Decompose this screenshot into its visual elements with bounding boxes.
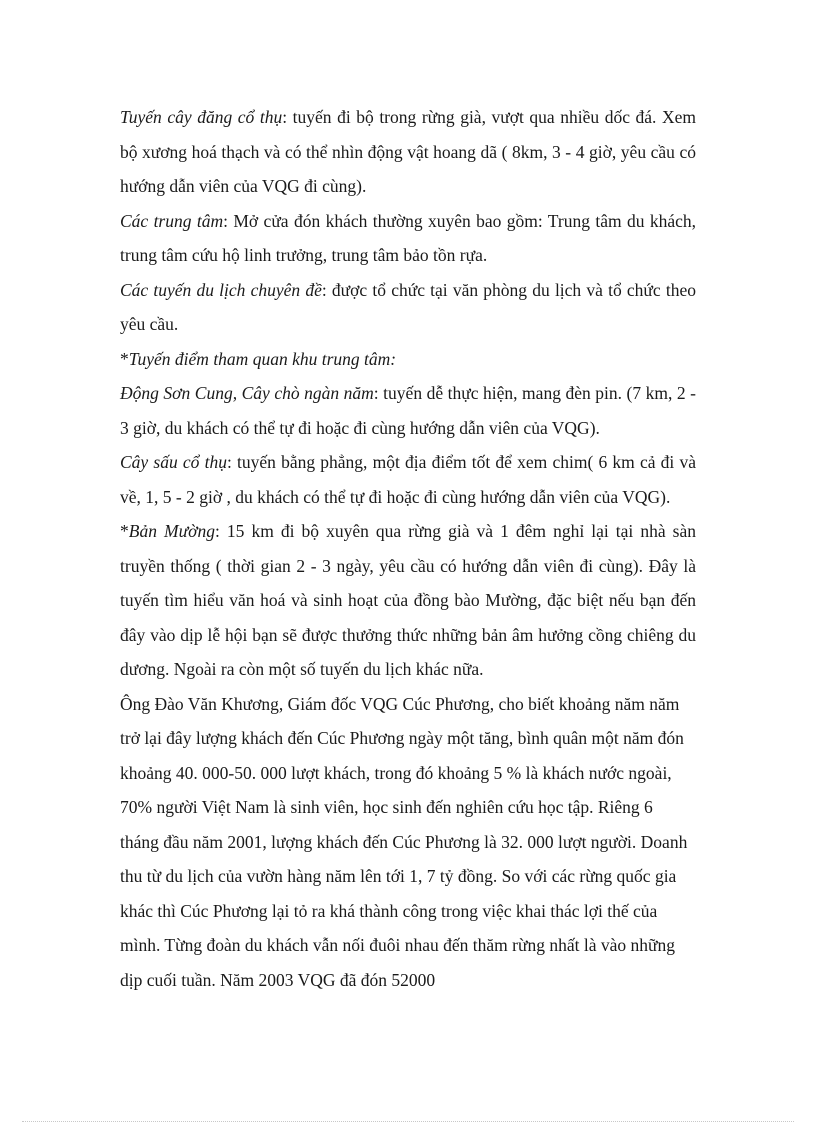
paragraph-term: Các tuyến du lịch chuyên đề: [120, 279, 322, 300]
paragraph-term: Động Sơn Cung, Cây chò ngàn năm: [120, 383, 374, 403]
paragraph-term: Các trung tâm: [120, 210, 224, 231]
paragraph-tuyen-cay-dang: [120, 100, 696, 204]
paragraph-text: : được tổ chức tại văn phòng du lịch và tổ chức theo yêu cầu.: [120, 279, 696, 334]
paragraph-text: : Mở cửa đón khách thường xuyên bao gồm: Trung tâm du khách, trung tâm cứu hộ linh trưởng, trung tâm bảo tồn rựa.: [120, 210, 696, 265]
paragraph-text: : tuyến dễ thực hiện, mang đèn pin. (7 km, 2 - 3 giờ, du khách có thể tự đi hoặc đi cùng hướng dẫn viên của VQG).: [120, 383, 697, 438]
paragraph-text: : tuyến bằng phẳng, một địa điểm tốt để xem chim( 6 km cả đi và về, 1, 5 - 2 giờ , du khách có thể tự đi hoặc đi cùng hướng dẫn viên của VQG).: [120, 452, 696, 507]
bullet-asterisk: *: [120, 348, 129, 369]
paragraph-text: : tuyến đi bộ trong rừng già, vượt qua nhiều dốc đá. Xem bộ xương hoá thạch và có thể nhìn động vật hoang dã ( 8km, 3 - 4 giờ, yêu cầu có hướng dẫn viên của VQG đi cùng).: [120, 107, 696, 196]
page-bottom-border: [22, 1121, 794, 1122]
paragraph-text: Ông Đào Văn Khương, Giám đốc VQG Cúc Phương, cho biết khoảng năm năm trở lại đây lượng khách đến Cúc Phương ngày một tăng, bình quân một năm đón khoảng 40. 000-50. 000 lượt khách, trong đó khoảng 5 % là khách nước ngoài, 70% người Việt Nam là sinh viên, học sinh đến nghiên cứu học tập. Riêng 6 tháng đầu năm 2001, lượng khách đến Cúc Phương là 32. 000 lượt người. Doanh thu từ du lịch của vườn hàng năm lên tới 1, 7 tỷ đồng. So với các rừng quốc gia khác thì Cúc Phương lại tỏ ra khá thành công trong việc khai thác lợi thế của mình. Từng đoàn du khách vẫn nối đuôi nhau đến thăm rừng nhất là vào những dịp cuối tuần. Năm 2003 VQG đã đón 52000: [120, 693, 688, 990]
section-heading-khu-trung-tam: [120, 342, 696, 377]
paragraph-term: Cây sấu cổ thụ: [120, 452, 227, 472]
document-body: [120, 100, 696, 997]
paragraph-term: Bản Mường: [128, 521, 215, 541]
paragraph-text: : 15 km đi bộ xuyên qua rừng già và 1 đêm nghỉ lại tại nhà sàn truyền thống ( thời gian 2 - 3 ngày, yêu cầu có hướng dẫn viên đi cùng). Đây là tuyến tìm hiểu văn hoá và sinh hoạt của đồng bào Mường, đặc biệt nếu bạn đến đây vào dịp lễ hội bạn sẽ được thưởng thức những bản âm hưởng cồng chiêng du dương. Ngoài ra còn một số tuyến du lịch khác nữa.: [120, 521, 697, 679]
paragraph-ong-dao-van-khuong: [120, 687, 696, 998]
bullet-asterisk: *: [120, 521, 129, 541]
paragraph-term: Tuyến cây đăng cổ thụ: [120, 107, 283, 127]
paragraph-ban-muong: [120, 514, 696, 687]
paragraph-dong-son-cung: [120, 376, 696, 445]
paragraph-cay-sau: [120, 445, 696, 514]
paragraph-tuyen-chuyen-de: [120, 273, 696, 342]
paragraph-cac-trung-tam: [120, 204, 696, 273]
section-heading-text: Tuyến điểm tham quan khu trung tâm:: [128, 348, 397, 369]
